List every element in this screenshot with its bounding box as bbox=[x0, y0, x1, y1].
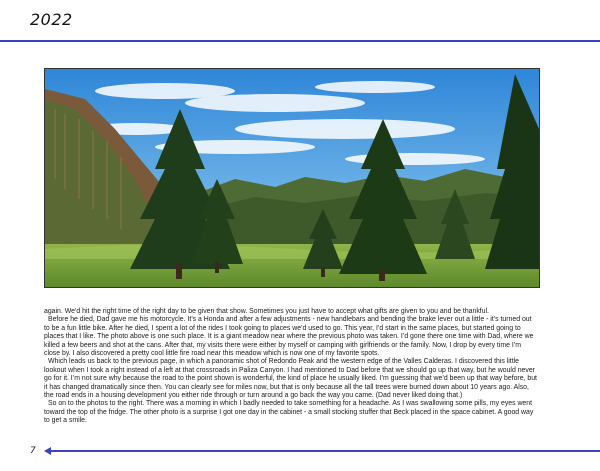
paragraph: Before he died, Dad gave me his motorcycle. It’s a Honda and after a few adjustments - new handlebars and bending the brake lever out a little - it’s turned out to be a fun little bike. After he died, I spent a lot of the rides I took going to places we’d used to go. This year, I’d start in the same places, but started going to places that I like. The photo above is one such place. It is a giant meadow near where the previous photo was taken. I’d gone there one time with Dad, where we killed a few beers and shot at the cans. After that, my visits there were either by myself or camping with girlfriends or the family. Now, I drop by every time I’m close by. I also discovered a pretty cool little fire road near this meadow which is now one of my favorite spots. bbox=[44, 316, 534, 358]
paragraph: again. We’d hit the right time of the right day to be given that show. Sometimes you just have to accept what gifts are given to you and be thankful. bbox=[44, 308, 489, 315]
body-text bbox=[44, 308, 538, 426]
header-rule bbox=[0, 40, 600, 42]
meadow-photo bbox=[44, 68, 540, 288]
footer-rule bbox=[48, 450, 600, 452]
page-year: 2022 bbox=[30, 10, 73, 29]
page-number: 7 bbox=[30, 446, 36, 456]
paragraph: Which leads us back to the previous page, in which a panoramic shot of Redondo Peak and the western edge of the Valles Calderas. I discovered this little lookout when I took a right instead of a left at that crossroads in Paliza Canyon. I had mentioned to Dad before that we should go up that way, but he would never go for it. I’m not sure why because the road to the point shown is wonderful, the kind of place he usually liked. I’m guessing that we’d been up that way before, but it has changed dramatically since then. You can clearly see for miles now, but that is only because all the tall trees were burned down about 10 years ago. Also, the road ends in a housing development you either ride through or turn around a go back the way you came. (Dad never liked doing that.) bbox=[44, 358, 537, 400]
meadow-photo-illustration bbox=[45, 69, 539, 287]
paragraph: So on to the photos to the right. There was a morning in which I badly needed to take something for a headache. As I was swallowing some pills, my eyes went toward the top of the fridge. The other photo is a surprise I got one day in the cabinet - a small stocking stuffer that Beck placed in the space cabinet. A good way to get a smile. bbox=[44, 400, 534, 425]
